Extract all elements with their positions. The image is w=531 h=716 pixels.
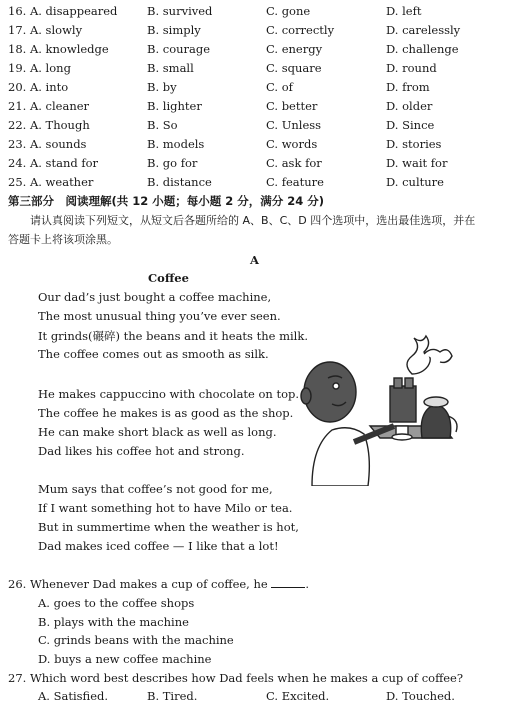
mc-row-22 xyxy=(0,118,531,136)
option-d: D. carelessly xyxy=(386,23,461,37)
option-d: D. challenge xyxy=(386,42,459,56)
poem-line: If I want something hot to have Milo or tea. xyxy=(38,501,293,515)
mc-row-19 xyxy=(0,61,531,79)
option-d: D. stories xyxy=(386,137,442,151)
question-26-option-b: B. plays with the machine xyxy=(38,615,189,629)
option-a: 22. A. Though xyxy=(8,118,90,132)
poem-line: It grinds(碾碎) the beans and it heats the milk. xyxy=(38,329,308,343)
poem-line: Mum says that coffee’s not good for me, xyxy=(38,482,273,496)
mc-row-20 xyxy=(0,80,531,98)
option-d: D. older xyxy=(386,99,433,113)
section-title: 第三部分 阅读理解 xyxy=(8,194,112,208)
option-c: C. correctly xyxy=(266,23,335,37)
option-c: C. ask for xyxy=(266,156,322,170)
option-a: 17. A. slowly xyxy=(8,23,83,37)
poem-line: The most unusual thing you’ve ever seen. xyxy=(38,309,281,323)
question-26-stem xyxy=(8,577,309,591)
option-d: D. wait for xyxy=(386,156,448,170)
question-26-text: 26. Whenever Dad makes a cup of coffee, he xyxy=(8,577,268,591)
mc-row-17 xyxy=(0,23,531,41)
question-27-option-d: D. Touched. xyxy=(386,689,455,703)
mc-row-25 xyxy=(0,175,531,193)
mc-row-18 xyxy=(0,42,531,60)
question-27-option-b: B. Tired. xyxy=(147,689,198,703)
passage-letter: A xyxy=(250,253,259,267)
option-a: 18. A. knowledge xyxy=(8,42,109,56)
option-a: 25. A. weather xyxy=(8,175,94,189)
mc-row-21 xyxy=(0,99,531,117)
poem-line: The coffee comes out as smooth as silk. xyxy=(38,347,269,361)
option-b: B. go for xyxy=(147,156,198,170)
option-b: B. distance xyxy=(147,175,212,189)
option-d: D. culture xyxy=(386,175,444,189)
option-c: C. words xyxy=(266,137,318,151)
option-c: C. better xyxy=(266,99,318,113)
option-b: B. by xyxy=(147,80,177,94)
option-a: 24. A. stand for xyxy=(8,156,99,170)
question-26-option-c: C. grinds beans with the machine xyxy=(38,633,234,647)
option-a: 16. A. disappeared xyxy=(8,4,118,18)
mc-row-24 xyxy=(0,156,531,174)
poem-line: Our dad’s just bought a coffee machine, xyxy=(38,290,272,304)
option-c: C. feature xyxy=(266,175,324,189)
poem-line: He can make short black as well as long. xyxy=(38,425,277,439)
question-27-option-c: C. Excited. xyxy=(266,689,330,703)
option-b: B. simply xyxy=(147,23,201,37)
answer-blank xyxy=(271,577,305,588)
option-c: C. of xyxy=(266,80,293,94)
option-a: 20. A. into xyxy=(8,80,69,94)
option-d: D. Since xyxy=(386,118,435,132)
option-d: D. round xyxy=(386,61,437,75)
option-b: B. lighter xyxy=(147,99,202,113)
option-c: C. energy xyxy=(266,42,323,56)
mc-row-16 xyxy=(0,4,531,22)
mc-row-23 xyxy=(0,137,531,155)
instruction-line-2: 答题卡上将该项涂黑。 xyxy=(8,233,118,246)
option-c: C. square xyxy=(266,61,322,75)
question-27-stem: 27. Which word best describes how Dad feels when he makes a cup of coffee? xyxy=(8,671,464,685)
poem-line: The coffee he makes is as good as the shop. xyxy=(38,406,294,420)
question-27-option-a: A. Satisfied. xyxy=(38,689,109,703)
option-b: B. So xyxy=(147,118,178,132)
poem-line: But in summertime when the weather is hot, xyxy=(38,520,299,534)
option-a: 23. A. sounds xyxy=(8,137,87,151)
poem-line: Dad makes iced coffee — I like that a lot! xyxy=(38,539,279,553)
question-26-option-d: D. buys a new coffee machine xyxy=(38,652,212,666)
option-b: B. courage xyxy=(147,42,211,56)
option-b: B. models xyxy=(147,137,205,151)
option-c: C. Unless xyxy=(266,118,322,132)
option-d: D. left xyxy=(386,4,422,18)
option-d: D. from xyxy=(386,80,430,94)
poem-line: Dad likes his coffee hot and strong. xyxy=(38,444,245,458)
option-c: C. gone xyxy=(266,4,311,18)
question-26-end: . xyxy=(305,577,310,591)
option-a: 21. A. cleaner xyxy=(8,99,90,113)
section-heading xyxy=(8,193,324,209)
option-b: B. small xyxy=(147,61,194,75)
section-detail: (共 12 小题；每小题 2 分，满分 24 分) xyxy=(111,194,325,208)
question-26-option-a: A. goes to the coffee shops xyxy=(38,596,195,610)
option-a: 19. A. long xyxy=(8,61,71,75)
option-b: B. survived xyxy=(147,4,213,18)
instruction-line-1: 请认真阅读下列短文，从短文后各题所给的 A、B、C、D 四个选项中，选出最佳选项，并在 xyxy=(30,214,476,227)
coffee-machine-illustration xyxy=(292,334,482,486)
poem-line: He makes cappuccino with chocolate on top. xyxy=(38,387,300,401)
poem-title: Coffee xyxy=(148,271,189,285)
